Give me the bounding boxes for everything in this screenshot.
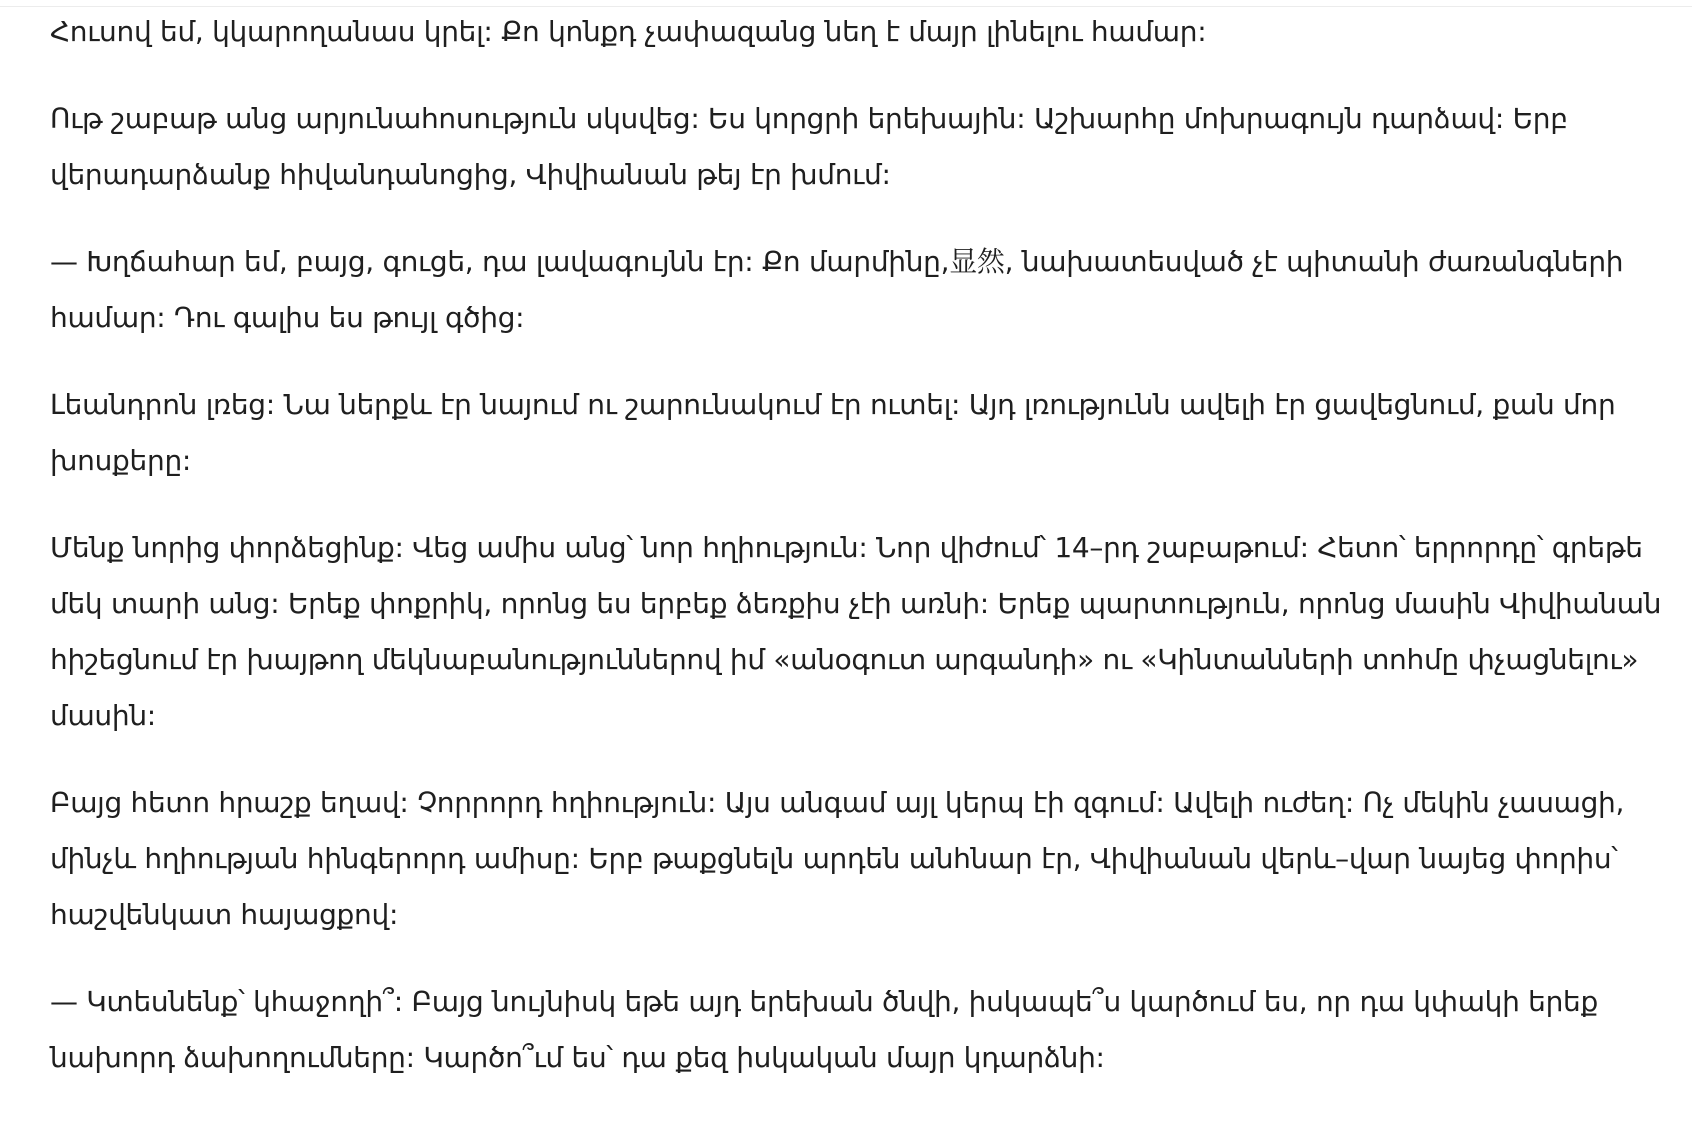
paragraph-4: Լեանդրոն լռեց: Նա ներքև էր նայում ու շարունակում էր ուտել: Այդ լռությունն ավելի էր ցավեցնում, քան մոր խոսքերը:	[50, 388, 1616, 477]
paragraph-2: Ութ շաբաթ անց արյունահոսություն սկսվեց: Ես կորցրի երեխային: Աշխարհը մոխրագույն դարձավ: Երբ վերադարձանք հիվանդանոցից, Վիվիանան թեյ էր խմում:	[50, 102, 1568, 191]
article-body	[50, 4, 1670, 1117]
paragraph-5: Մենք նորից փորձեցինք: Վեց ամիս անց՝ նոր հղիություն: Նոր վիժում՝ 14–րդ շաբաթում: Հետո՝ երրորդը՝ գրեթե մեկ տարի անց: Երեք փոքրիկ, որոնց ես երբեք ձեռքիս չէի առնի: Երեք պարտություն, որոնց մասին Վիվիանան հիշեցնում էր խայթող մեկնաբանություններով իմ «անօգուտ արգանդի» ու «Կինտանների տոհմը փչացնելու» մասին:	[50, 531, 1662, 732]
paragraph-7: — Կտեսնենք՝ կհաջողի՞: Բայց նույնիսկ եթե այդ երեխան ծնվի, իսկապե՞ս կարծում ես, որ դա կփակի երեք նախորդ ձախողումները: Կարծո՞ւմ ես՝ դա քեզ իսկական մայր կդարձնի:	[50, 985, 1599, 1074]
paragraph-3: — Խղճահար եմ, բայց, գուցե, դա լավագույնն էր: Քո մարմինը,显然, նախատեսված չէ պիտանի ժառանգների համար: Դու գալիս ես թույլ գծից:	[50, 245, 1624, 334]
paragraph-6: Բայց հետո հրաշք եղավ: Չորրորդ հղիություն: Այս անգամ այլ կերպ էի զգում: Ավելի ուժեղ: Ոչ մեկին չասացի, մինչև հղիության հինգերորդ ամիսը: Երբ թաքցնելն արդեն անհնար էր, Վիվիանան վերև–վար նայեց փորիս՝ հաշվենկատ հայացքով:	[50, 786, 1625, 931]
paragraph-1: Հուսով եմ, կկարողանաս կրել: Քո կոնքդ չափազանց նեղ է մայր լինելու համար:	[50, 15, 1207, 48]
